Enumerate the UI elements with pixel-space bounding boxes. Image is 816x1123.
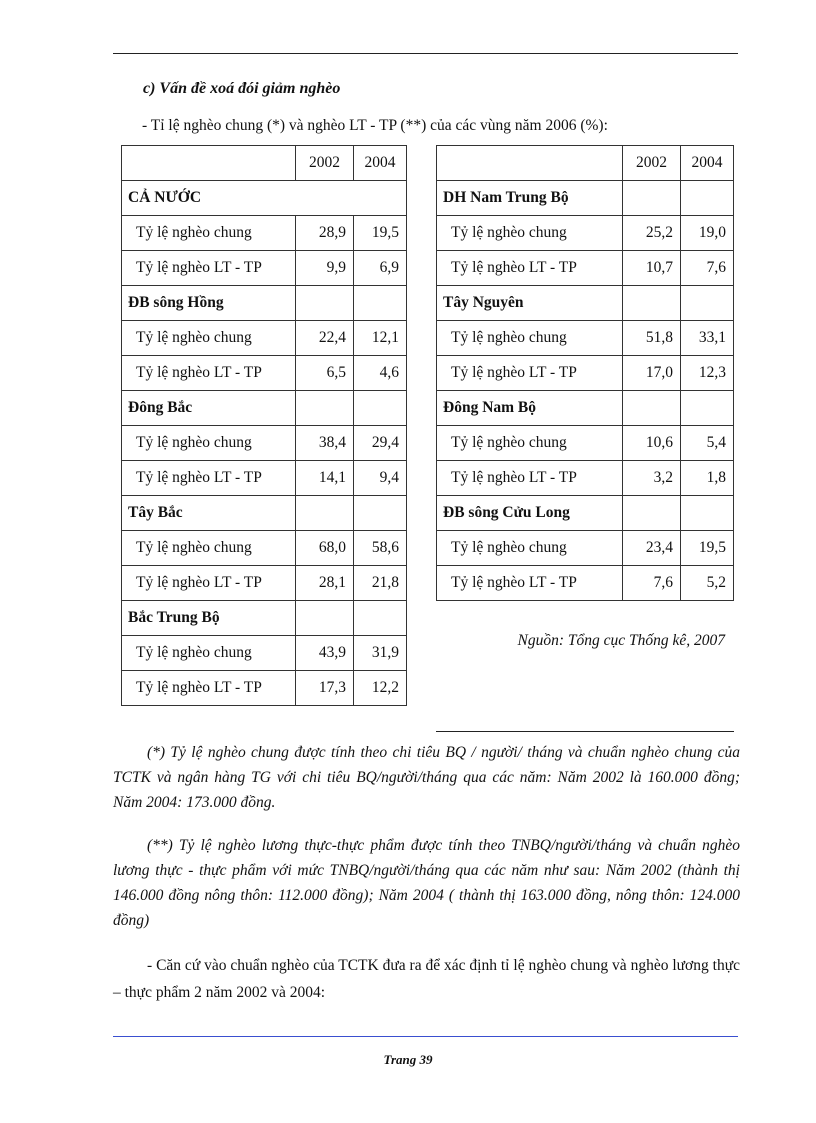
body-paragraph	[113, 952, 740, 1006]
value-2004: 31,9	[354, 636, 407, 671]
region-name: Đông Nam Bộ	[437, 391, 623, 426]
intro-text: - Tỉ lệ nghèo chung (*) và nghèo LT - TP (**) của các vùng năm 2006 (%):	[142, 117, 608, 134]
header-rule	[113, 53, 738, 54]
value-2004: 9,4	[354, 461, 407, 496]
value-2002: 43,9	[296, 636, 354, 671]
table-row	[122, 321, 407, 356]
table-row	[437, 251, 734, 286]
table-row	[122, 461, 407, 496]
empty-cell	[623, 286, 681, 321]
region-name: Tây Bắc	[122, 496, 296, 531]
value-2002: 68,0	[296, 531, 354, 566]
value-2004: 12,2	[354, 671, 407, 706]
paragraph-text: - Căn cứ vào chuẩn nghèo của TCTK đưa ra để xác định tỉ lệ nghèo chung và nghèo lương thực – thực phẩm 2 năm 2002 và 2004:	[113, 957, 740, 1001]
footnote-text: (**) Tỷ lệ nghèo lương thực-thực phẩm được tính theo TNBQ/người/tháng và chuẩn nghèo lương thực - thực phẩm với mức TNBQ/người/tháng qua các năm như sau: Năm 2002 (thành thị 146.000 đồng nông thôn: 112.000 đồng); Năm 2004 ( thành thị 163.000 đồng, nông thôn: 124.000 đồng)	[113, 837, 740, 929]
value-2002: 17,0	[623, 356, 681, 391]
value-2002: 25,2	[623, 216, 681, 251]
value-2004: 19,0	[681, 216, 734, 251]
table-row	[437, 426, 734, 461]
table-row	[122, 636, 407, 671]
value-2004: 12,1	[354, 321, 407, 356]
empty-cell	[681, 391, 734, 426]
year-2004-header: 2004	[354, 146, 407, 181]
table-row	[437, 566, 734, 601]
region-row	[122, 496, 407, 531]
indicator-label: Tỷ lệ nghèo LT - TP	[122, 356, 296, 391]
value-2004: 12,3	[681, 356, 734, 391]
value-2002: 9,9	[296, 251, 354, 286]
value-2004: 5,4	[681, 426, 734, 461]
table-row	[437, 321, 734, 356]
table-row	[122, 251, 407, 286]
indicator-label: Tỷ lệ nghèo LT - TP	[122, 671, 296, 706]
region-row	[122, 391, 407, 426]
footnote-general-poverty	[113, 740, 740, 815]
empty-cell	[296, 391, 354, 426]
table-row	[122, 531, 407, 566]
header-empty-cell	[122, 146, 296, 181]
value-2002: 28,1	[296, 566, 354, 601]
header-empty-cell	[437, 146, 623, 181]
region-name: Bắc Trung Bộ	[122, 601, 296, 636]
empty-cell	[681, 286, 734, 321]
empty-cell	[681, 496, 734, 531]
table-row	[437, 356, 734, 391]
empty-cell	[296, 286, 354, 321]
region-row	[437, 181, 734, 216]
table-row	[437, 531, 734, 566]
empty-cell	[354, 496, 407, 531]
indicator-label: Tỷ lệ nghèo chung	[437, 531, 623, 566]
value-2004: 33,1	[681, 321, 734, 356]
region-row	[122, 286, 407, 321]
empty-cell	[623, 181, 681, 216]
poverty-table-right	[436, 145, 734, 601]
value-2002: 17,3	[296, 671, 354, 706]
region-row	[437, 496, 734, 531]
table-row	[122, 566, 407, 601]
value-2002: 14,1	[296, 461, 354, 496]
region-name: Tây Nguyên	[437, 286, 623, 321]
table-row	[122, 671, 407, 706]
value-2004: 5,2	[681, 566, 734, 601]
empty-cell	[623, 496, 681, 531]
value-2002: 3,2	[623, 461, 681, 496]
value-2004: 19,5	[681, 531, 734, 566]
value-2004: 6,9	[354, 251, 407, 286]
indicator-label: Tỷ lệ nghèo LT - TP	[122, 566, 296, 601]
region-row	[437, 286, 734, 321]
page-number: Trang 39	[383, 1052, 433, 1067]
footnote-rule	[436, 731, 734, 732]
header-row	[122, 146, 407, 181]
indicator-label: Tỷ lệ nghèo chung	[122, 426, 296, 461]
value-2002: 7,6	[623, 566, 681, 601]
region-row	[122, 181, 407, 216]
indicator-label: Tỷ lệ nghèo LT - TP	[122, 461, 296, 496]
value-2004: 1,8	[681, 461, 734, 496]
footnote-food-poverty	[113, 833, 740, 933]
table-row	[122, 426, 407, 461]
table-row	[122, 356, 407, 391]
indicator-label: Tỷ lệ nghèo chung	[437, 321, 623, 356]
value-2002: 28,9	[296, 216, 354, 251]
empty-cell	[354, 286, 407, 321]
empty-cell	[354, 601, 407, 636]
region-name: DH Nam Trung Bộ	[437, 181, 623, 216]
indicator-label: Tỷ lệ nghèo chung	[122, 636, 296, 671]
indicator-label: Tỷ lệ nghèo LT - TP	[122, 251, 296, 286]
indicator-label: Tỷ lệ nghèo LT - TP	[437, 566, 623, 601]
footnote-text: (*) Tỷ lệ nghèo chung được tính theo chi tiêu BQ / người/ tháng và chuẩn nghèo chung của TCTK và ngân hàng TG với chi tiêu BQ/người/tháng qua các năm: Năm 2002 là 160.000 đồng; Năm 2004: 173.000 đồng.	[113, 744, 740, 811]
empty-cell	[681, 181, 734, 216]
indicator-label: Tỷ lệ nghèo chung	[122, 531, 296, 566]
year-2002-header: 2002	[623, 146, 681, 181]
region-name: ĐB sông Cửu Long	[437, 496, 623, 531]
poverty-table-left	[121, 145, 407, 706]
value-2004: 29,4	[354, 426, 407, 461]
value-2002: 23,4	[623, 531, 681, 566]
header-row	[437, 146, 734, 181]
value-2002: 10,7	[623, 251, 681, 286]
region-name: CẢ NƯỚC	[122, 181, 407, 216]
source-note: Nguồn: Tổng cục Thống kê, 2007	[517, 632, 725, 649]
value-2004: 4,6	[354, 356, 407, 391]
table-row	[122, 216, 407, 251]
empty-cell	[296, 601, 354, 636]
indicator-label: Tỷ lệ nghèo chung	[437, 216, 623, 251]
section-heading: c) Vấn đề xoá đói giảm nghèo	[143, 80, 341, 97]
region-name: ĐB sông Hồng	[122, 286, 296, 321]
value-2002: 51,8	[623, 321, 681, 356]
table-row	[437, 216, 734, 251]
value-2004: 58,6	[354, 531, 407, 566]
empty-cell	[296, 496, 354, 531]
indicator-label: Tỷ lệ nghèo chung	[122, 321, 296, 356]
indicator-label: Tỷ lệ nghèo LT - TP	[437, 461, 623, 496]
value-2004: 7,6	[681, 251, 734, 286]
region-row	[437, 391, 734, 426]
value-2002: 22,4	[296, 321, 354, 356]
value-2002: 6,5	[296, 356, 354, 391]
table-row	[437, 461, 734, 496]
value-2004: 19,5	[354, 216, 407, 251]
value-2004: 21,8	[354, 566, 407, 601]
empty-cell	[354, 391, 407, 426]
value-2002: 38,4	[296, 426, 354, 461]
footer-rule	[113, 1036, 738, 1037]
region-row	[122, 601, 407, 636]
indicator-label: Tỷ lệ nghèo LT - TP	[437, 356, 623, 391]
year-2004-header: 2004	[681, 146, 734, 181]
region-name: Đông Bắc	[122, 391, 296, 426]
indicator-label: Tỷ lệ nghèo chung	[122, 216, 296, 251]
year-2002-header: 2002	[296, 146, 354, 181]
value-2002: 10,6	[623, 426, 681, 461]
indicator-label: Tỷ lệ nghèo chung	[437, 426, 623, 461]
indicator-label: Tỷ lệ nghèo LT - TP	[437, 251, 623, 286]
empty-cell	[623, 391, 681, 426]
